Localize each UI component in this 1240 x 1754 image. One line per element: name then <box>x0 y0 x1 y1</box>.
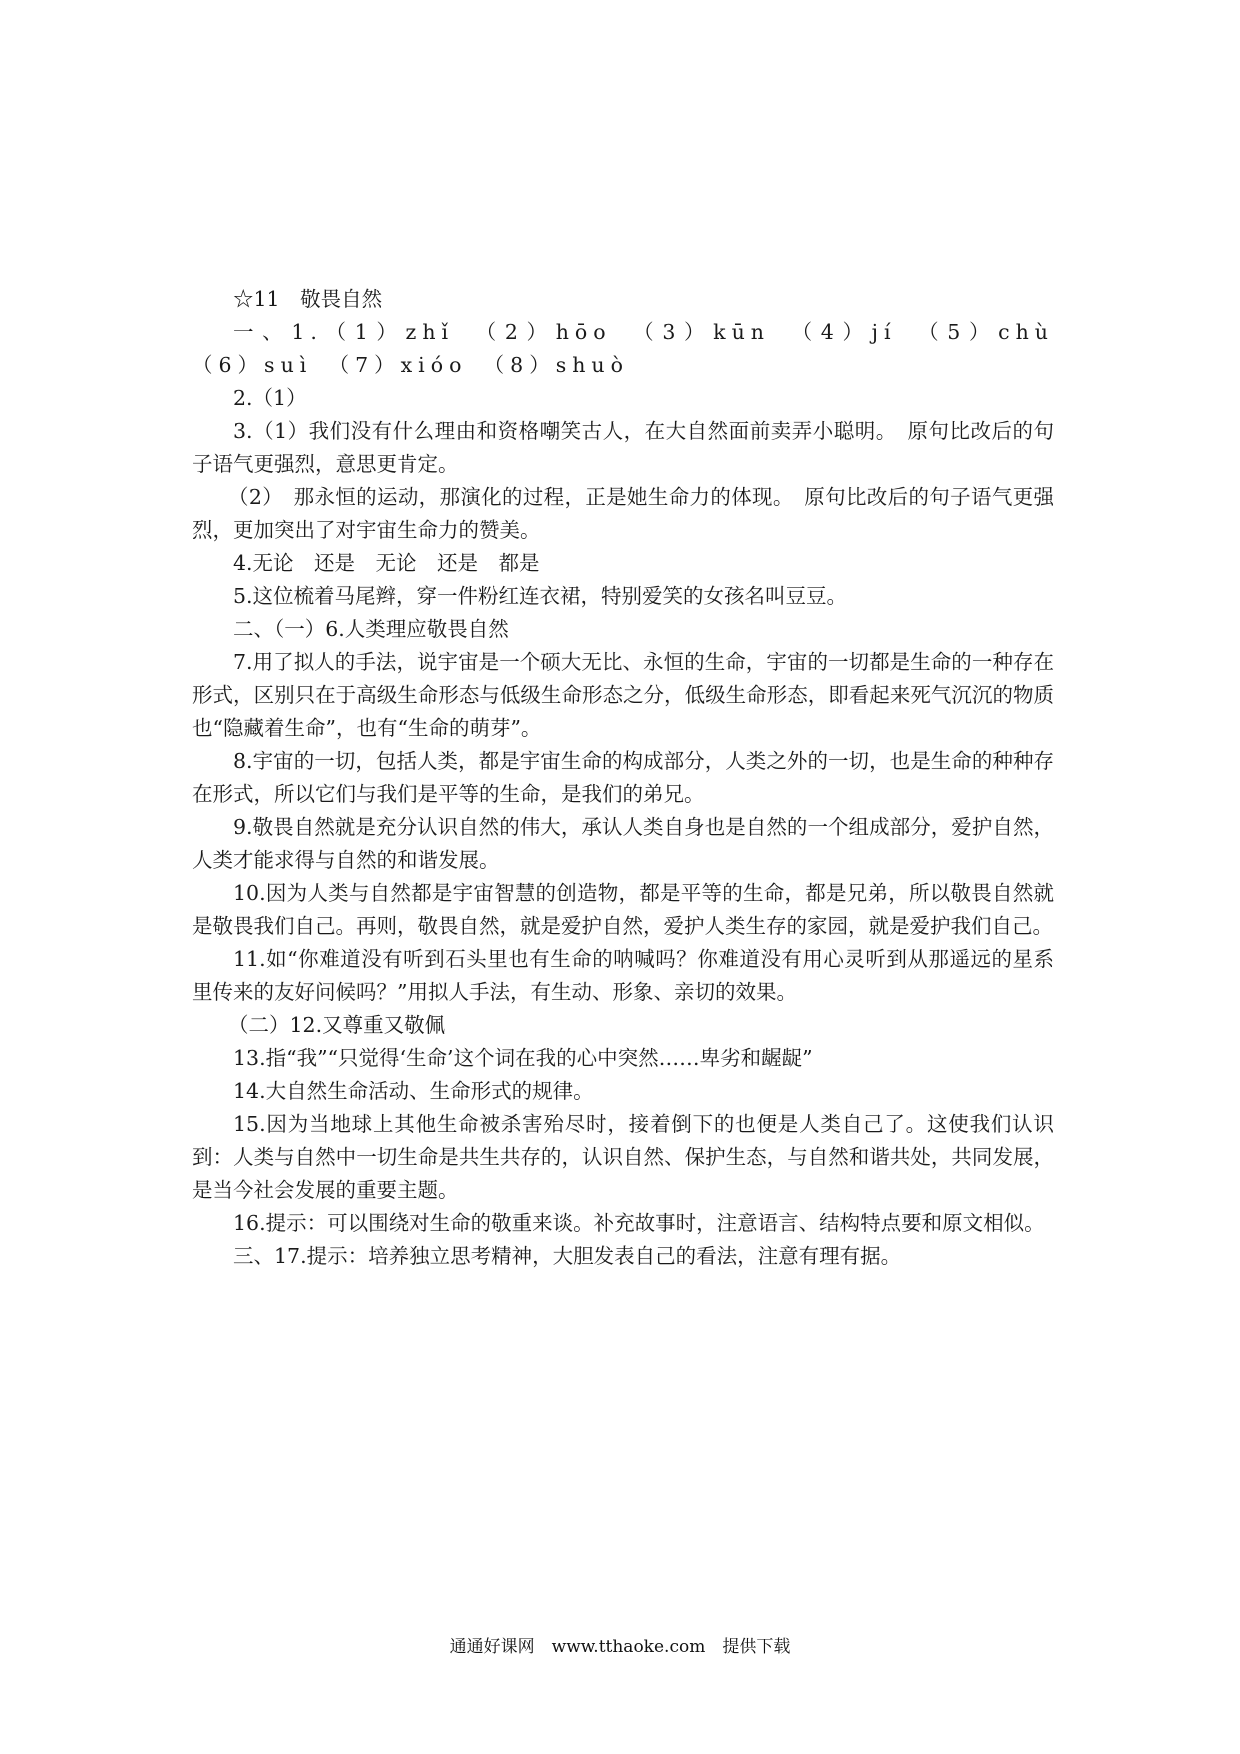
answer-q7: 7.用了拟人的手法，说宇宙是一个硕大无比、永恒的生命，宇宙的一切都是生命的一种存在形式，区别只在于高级生命形态与低级生命形态之分，低级生命形态，即看起来死气沉沉的物质也“隐藏着生命”，也有“生命的萌芽”。 <box>192 650 1054 740</box>
answer-q15: 15.因为当地球上其他生命被杀害殆尽时，接着倒下的也便是人类自己了。这使我们认识到：人类与自然中一切生命是共生共存的，认识自然、保护生态，与自然和谐共处，共同发展，是当今社会发展的重要主题。 <box>192 1112 1054 1202</box>
answer-q12: （二）12.又尊重又敬佩 <box>228 1013 446 1037</box>
answer-q3-part1: 3.（1）我们没有什么理由和资格嘲笑古人，在大自然面前卖弄小聪明。 原句比改后的句子语气更强烈，意思更肯定。 <box>192 419 1054 476</box>
page-footer: 通通好课网 www.tthaoke.com 提供下载 <box>449 1637 791 1657</box>
answer-q2: 2.（1） <box>233 386 307 410</box>
answer-q3-part2: （2） 那永恒的运动，那演化的过程，正是她生命力的体现。 原句比改后的句子语气更强烈，更加突出了对宇宙生命力的赞美。 <box>192 485 1054 542</box>
answer-q11: 11.如“你难道没有听到石头里也有生命的呐喊吗？你难道没有用心灵听到从那遥远的星系里传来的友好问候吗？”用拟人手法，有生动、形象、亲切的效果。 <box>192 947 1054 1004</box>
answer-q17: 三、17.提示：培养独立思考精神，大胆发表自己的看法，注意有理有据。 <box>233 1244 902 1268</box>
answer-q6: 二、（一）6.人类理应敬畏自然 <box>233 617 509 641</box>
answer-q9: 9.敬畏自然就是充分认识自然的伟大，承认人类自身也是自然的一个组成部分，爱护自然，人类才能求得与自然的和谐发展。 <box>192 815 1054 872</box>
section-title: ☆11 敬畏自然 <box>233 287 383 311</box>
answer-q10: 10.因为人类与自然都是宇宙智慧的创造物，都是平等的生命，都是兄弟，所以敬畏自然就是敬畏我们自己。再则，敬畏自然，就是爱护自然，爱护人类生存的家园，就是爱护我们自己。 <box>192 881 1054 938</box>
answer-q1-pinyin: 一、1.（1）zhǐ （2）hōo （3）kūn （4）jí （5）chù （6）suì （7）xióo （8）shuò <box>192 320 1081 377</box>
answer-q16: 16.提示：可以围绕对生命的敬重来谈。补充故事时，注意语言、结构特点要和原文相似。 <box>233 1211 1045 1235</box>
answer-q5: 5.这位梳着马尾辫，穿一件粉红连衣裙，特别爱笑的女孩名叫豆豆。 <box>233 584 848 608</box>
answer-document <box>192 283 1081 1273</box>
answer-q14: 14.大自然生命活动、生命形式的规律。 <box>233 1079 594 1103</box>
answer-q4: 4.无论 还是 无论 还是 都是 <box>233 551 540 575</box>
answer-q13: 13.指“我”“只觉得‘生命’这个词在我的心中突然……卑劣和龌龊” <box>233 1046 813 1070</box>
answer-q8: 8.宇宙的一切，包括人类，都是宇宙生命的构成部分，人类之外的一切，也是生命的种种存在形式，所以它们与我们是平等的生命，是我们的弟兄。 <box>192 749 1054 806</box>
